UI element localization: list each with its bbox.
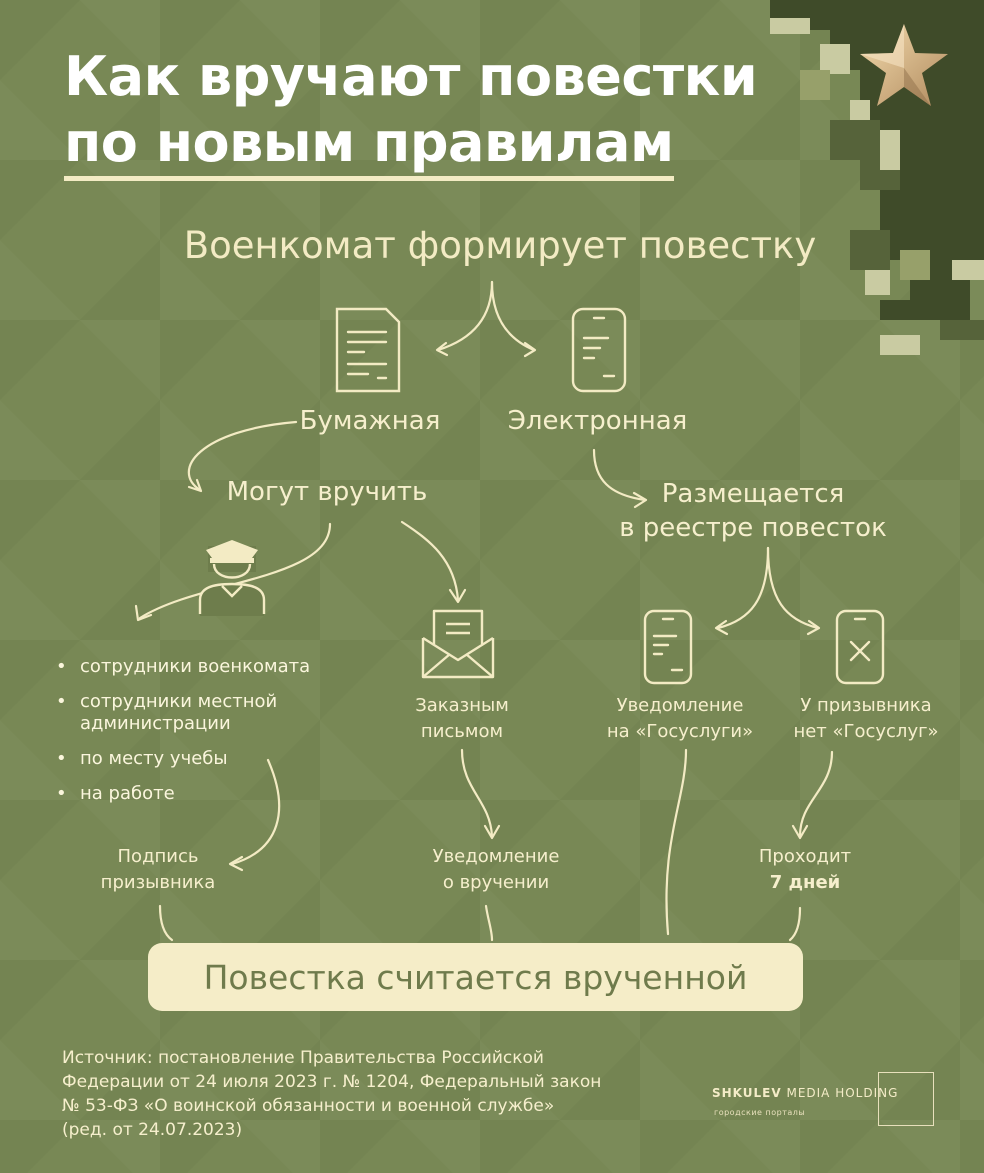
delivery-notice-line-2: о вручении (442, 872, 550, 893)
brand-name-rest: MEDIA HOLDING (781, 1086, 899, 1100)
brand-name-bold: SHKULEV (712, 1086, 782, 1100)
source-line-2: Федерации от 24 июля 2023 г. № 1204, Федеральный закон (62, 1072, 602, 1092)
title-line-1: Как вручают повестки (64, 45, 758, 108)
paper-document-icon (334, 306, 402, 394)
list-item: • сотрудники военкомата (54, 656, 384, 678)
brand-tagline: городские порталы (714, 1108, 806, 1117)
result-text: Повестка считается врученной (203, 957, 748, 997)
delivery-notice-label (410, 844, 582, 896)
registry-label (608, 477, 898, 545)
source-line-1: Источник: постановление Правительства Российской (62, 1048, 544, 1068)
gosuslugi-notice-line-1: Уведомление (616, 695, 744, 716)
registry-line-1: Размещается (661, 479, 845, 509)
registered-mail-line-1: Заказным (415, 695, 509, 716)
source-line-4: (ред. от 24.07.2023) (62, 1120, 243, 1140)
passes-line-1: Проходит (758, 846, 852, 867)
registered-mail-line-2: письмом (420, 721, 504, 742)
start-node: Военкомат формирует повестку (183, 224, 817, 267)
list-item: • на работе (54, 783, 384, 805)
list-item (54, 691, 384, 735)
phone-cross-icon (834, 608, 886, 686)
paper-label: Бумажная (299, 406, 441, 436)
deliverers-list (54, 656, 384, 818)
registered-mail-label (392, 693, 532, 745)
no-gosuslugi-line-1: У призывника (800, 695, 932, 716)
title-line-2: по новым правилам (64, 110, 674, 181)
signature-label (78, 844, 238, 896)
signature-line-1: Подпись (117, 846, 199, 867)
brand-logo (712, 1086, 898, 1100)
brand-frame (878, 1072, 934, 1126)
envelope-icon (420, 608, 496, 680)
delivery-notice-line-1: Уведомление (432, 846, 560, 867)
gosuslugi-notice-label (592, 693, 768, 745)
source-note (62, 1046, 601, 1142)
deliverer-2-line-2: администрации (80, 713, 231, 734)
list-item: • по месту учебы (54, 748, 384, 770)
soldier-icon (192, 538, 270, 620)
gosuslugi-notice-line-2: на «Госуслуги» (606, 721, 754, 742)
can-deliver-label: Могут вручить (226, 477, 428, 507)
passes-line-2: 7 дней (769, 872, 841, 893)
passes-label (740, 844, 870, 896)
no-gosuslugi-line-2: нет «Госуслуг» (793, 721, 939, 742)
result-box (148, 943, 803, 1011)
registry-line-2: в реестре повесток (619, 513, 887, 543)
deliverer-2-line-1: сотрудники местной (80, 691, 278, 712)
phone-notification-icon (642, 608, 694, 686)
source-line-3: № 53-ФЗ «О воинской обязанности и военной службе» (62, 1096, 555, 1116)
electronic-label: Электронная (507, 406, 688, 436)
signature-line-2: призывника (100, 872, 216, 893)
no-gosuslugi-label (780, 693, 952, 745)
phone-icon (570, 306, 628, 394)
